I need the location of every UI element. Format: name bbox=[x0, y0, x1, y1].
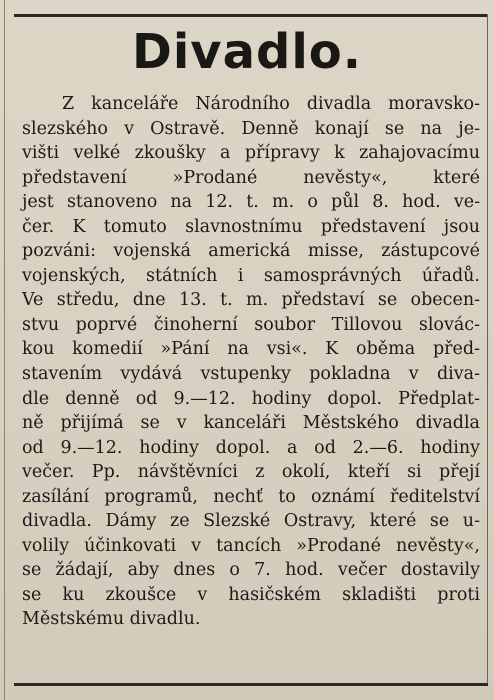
article-line: kou komedií »Pání na vsi«. K oběma před- bbox=[22, 339, 480, 360]
bottom-rule bbox=[14, 683, 488, 686]
left-edge-line bbox=[4, 0, 5, 700]
article-line: vojenských, státních i samosprávných úřadů. bbox=[22, 265, 480, 286]
article-line: dle denně od 9.—12. hodiny dopol. Předplat- bbox=[22, 388, 480, 409]
article-line: višti velké zkoušky a přípravy k zahajovacímu bbox=[22, 143, 480, 164]
right-rule bbox=[487, 14, 488, 686]
article-line: divadla. Dámy ze Slezské Ostravy, které se u- bbox=[22, 511, 480, 532]
article-line: Městskému divadlu. bbox=[22, 609, 201, 630]
article-line: od 9.—12. hodiny dopol. a od 2.—6. hodiny bbox=[22, 437, 480, 458]
article-line: se žádají, aby dnes o 7. hod. večer dostavily bbox=[22, 560, 480, 581]
top-rule bbox=[14, 14, 488, 17]
article-line: večer. Pp. návštěvníci z okolí, kteří si přejí bbox=[22, 462, 480, 483]
article-title: Divadlo. bbox=[132, 24, 362, 80]
article-line: jest stanoveno na 12. t. m. o půl 8. hod. ve- bbox=[22, 192, 480, 213]
article-line: se ku zkoušce v hasičském skladišti proti bbox=[22, 584, 480, 605]
article-line: čer. K tomuto slavnostnímu představení jsou bbox=[22, 216, 480, 237]
article-line: představení »Prodané nevěsty«, které bbox=[22, 167, 480, 188]
article-line: volily účinkovati v tancích »Prodané nevěsty«, bbox=[22, 535, 480, 556]
article-line: stavením vydává vstupenky pokladna v diva- bbox=[22, 364, 480, 385]
article-line: ně přijímá se v kanceláři Městského divadla bbox=[22, 413, 480, 434]
article-line: stvu poprvé činoherní soubor Tillovou slovác- bbox=[22, 314, 480, 335]
article-line: Ve středu, dne 13. t. m. představí se obecen- bbox=[22, 290, 480, 311]
article-line: Z kanceláře Národního divadla moravsko- bbox=[62, 94, 480, 114]
article-line: pozváni: vojenská americká misse, zástupcové bbox=[22, 241, 480, 262]
article-line: slezského v Ostravě. Denně konají se na je- bbox=[22, 118, 480, 139]
article-body bbox=[22, 92, 480, 632]
article-line: zasílání programů, nechť to oznámí ředitelství bbox=[22, 486, 480, 507]
